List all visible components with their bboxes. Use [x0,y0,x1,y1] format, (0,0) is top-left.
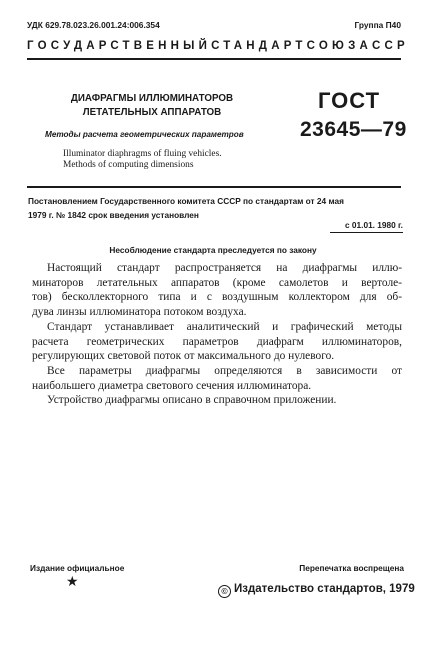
title-line-2: ЛЕТАТЕЛЬНЫХ АППАРАТОВ [82,107,222,118]
decree-line-2: 1979 г. № 1842 срок введения установлен [28,210,199,220]
group-code: Группа П40 [354,20,401,30]
copyright-icon: © [218,585,231,598]
state-standard-heading [27,40,409,52]
body-line: Устройство диафрагмы описано в справочном приложении. [47,394,337,407]
official-edition: Издание официальное [30,563,125,573]
copyright [218,583,415,598]
penalty-notice: Несоблюдение стандарта преследуется по закону [109,245,317,255]
title-divider [27,186,401,188]
state-word: СТАНДАРТ [211,40,307,52]
copyright-text: Издательство стандартов, 1979 [234,583,415,595]
udc-code: УДК 629.78.023.26.001.24:006.354 [27,20,160,30]
state-word: СОЮЗА [306,40,372,52]
gost-label: ГОСТ [318,88,381,113]
body-line: Все параметры диафрагмы определяются в зависимости от [47,364,402,377]
body-text [32,261,402,408]
english-title-1: Illuminator diaphragms of fluing vehicles. [63,149,222,159]
body-line: регулирующих световой поток от максимального до нулевого. [32,350,335,363]
reprint-prohibited: Перепечатка воспрещена [299,563,404,573]
state-word: ССР [372,40,409,52]
english-title-2: Methods of computing dimensions [63,160,194,170]
subtitle-methods: Методы расчета геометрических параметров [45,130,244,139]
star-icon: ★ [66,573,79,589]
body-line: тов) бесколлекторного типа и с воздушным коллектором для об- [32,291,402,304]
gost-number: 23645—79 [300,118,407,141]
effective-date-underline [330,232,403,233]
decree-line-1: Постановлением Государственного комитета СССР по стандартам от 24 мая [28,196,344,206]
body-line: минаторов летательных аппаратов (кроме самолетов и вертоле- [32,276,402,289]
body-line: дува линзы иллюминатора потоком воздуха. [32,306,247,319]
body-line: Стандарт устанавливает аналитический и графический методы [47,320,402,333]
state-word: ГОСУДАРСТВЕННЫЙ [27,40,212,52]
top-divider [27,58,401,60]
body-line: Настоящий стандарт распространяется на диафрагмы иллю- [47,262,402,274]
body-line: расчета геометрических параметров диафрагм иллюминаторов, [32,335,402,348]
title-line-1: ДИАФРАГМЫ ИЛЛЮМИНАТОРОВ [70,93,234,104]
body-line: наибольшего диаметра светового сечения иллюминатора. [32,379,312,392]
effective-date: с 01.01. 1980 г. [345,220,403,230]
